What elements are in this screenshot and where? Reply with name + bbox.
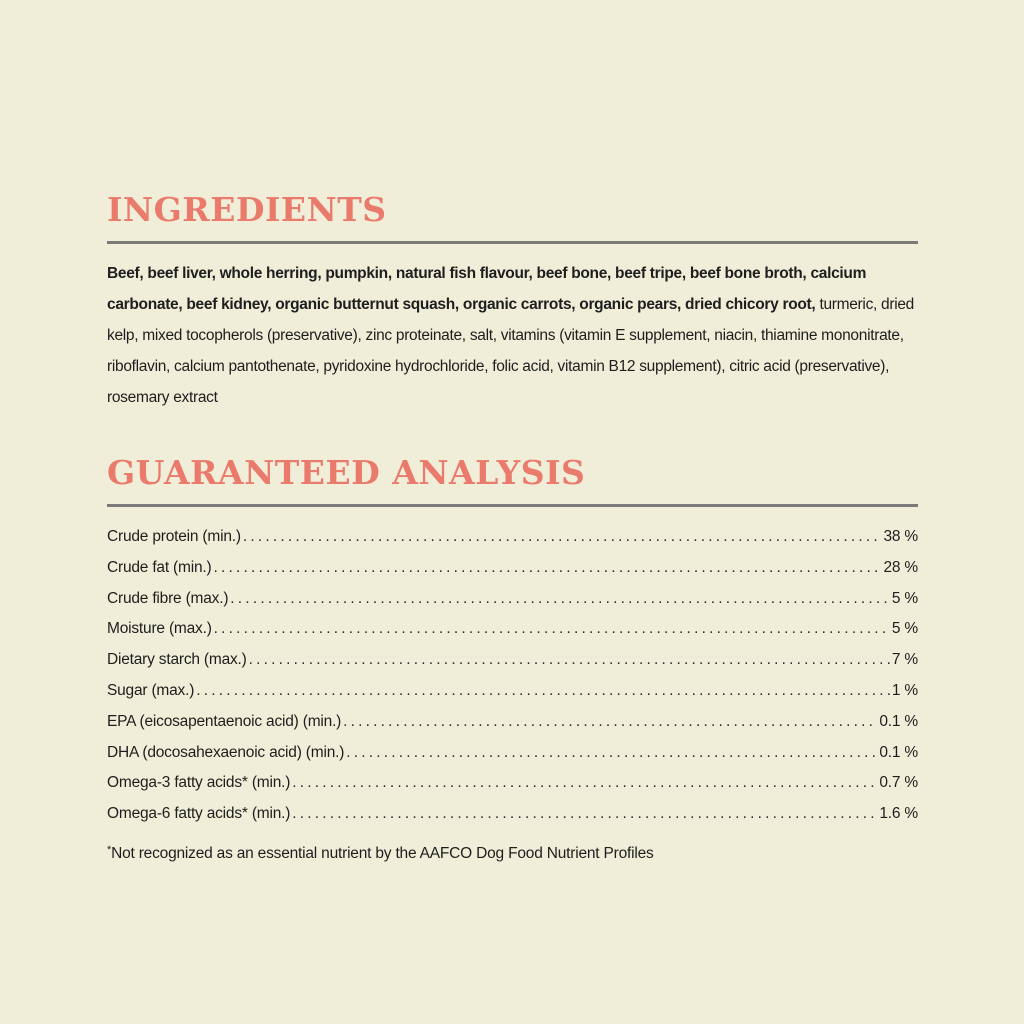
analysis-row-label: Sugar (max.) [107,681,195,699]
dot-leader [343,707,877,738]
analysis-table [107,522,918,830]
analysis-row-label: Omega-3 fatty acids* (min.) [107,774,291,792]
dot-leader [346,738,877,769]
analysis-row [107,676,918,707]
analysis-row [107,645,918,676]
footnote [107,835,918,869]
ingredients-primary-text: Beef, beef liver, whole herring, pumpkin, natural fish flavour, beef bone, beef tripe, beef bone broth, calcium carbonate, beef kidney, organic butternut squash, organic carrots, organic pears, dried chicory root, [107,265,867,313]
dot-leader [292,799,877,830]
footnote-text: Not recognized as an essential nutrient by the AAFCO Dog Food Nutrient Profiles [111,844,654,862]
ingredients-list [107,258,918,413]
ingredients-title: INGREDIENTS [107,190,387,229]
analysis-row-value: 1 % [891,681,918,699]
dot-leader [243,522,882,553]
analysis-row-value: 5 % [891,620,918,638]
dot-leader [292,768,877,799]
dot-leader [196,676,890,707]
analysis-row-value: 7 % [891,651,918,669]
dot-leader [230,584,890,615]
analysis-row [107,799,918,830]
analysis-row-label: EPA (eicosapentaenoic acid) (min.) [107,712,342,730]
analysis-row-label: DHA (docosahexaenoic acid) (min.) [107,743,345,761]
ingredients-secondary-text: turmeric, dried kelp, mixed tocopherols (preservative), zinc proteinate, salt, vitamins (vitamin E supplement, niacin, thiamine mononitrate, riboflavin, calcium pantothenate, pyridoxine hydrochloride, folic acid, vitamin B12 supplement), citric acid (preservative), rosemary extract [107,296,914,406]
analysis-row [107,553,918,584]
footnote-marker: * [107,843,112,856]
analysis-row-value: 38 % [883,528,918,545]
analysis-row-value: 28 % [883,558,918,576]
analysis-row-value: 0.1 % [879,712,918,730]
analysis-divider [107,504,918,507]
analysis-row-value: 5 % [891,589,918,607]
analysis-row-label: Moisture (max.) [107,620,212,638]
analysis-row-value: 0.7 % [879,774,918,792]
analysis-row [107,707,918,738]
label-panel [107,190,918,869]
dot-leader [214,614,890,645]
analysis-row [107,584,918,615]
dot-leader [213,553,881,584]
analysis-row-label: Dietary starch (max.) [107,651,247,669]
analysis-row-label: Crude protein (min.) [107,528,241,545]
dot-leader [249,645,890,676]
analysis-row-label: Crude fat (min.) [107,558,212,576]
analysis-title: GUARANTEED ANALYSIS [107,453,586,492]
analysis-row [107,614,918,645]
analysis-row-value: 0.1 % [879,743,918,761]
analysis-row-label: Omega-6 fatty acids* (min.) [107,805,291,823]
analysis-row [107,768,918,799]
analysis-row [107,522,918,553]
analysis-row-value: 1.6 % [879,805,918,823]
analysis-row [107,738,918,769]
analysis-row-label: Crude fibre (max.) [107,589,229,607]
ingredients-divider [107,241,918,244]
